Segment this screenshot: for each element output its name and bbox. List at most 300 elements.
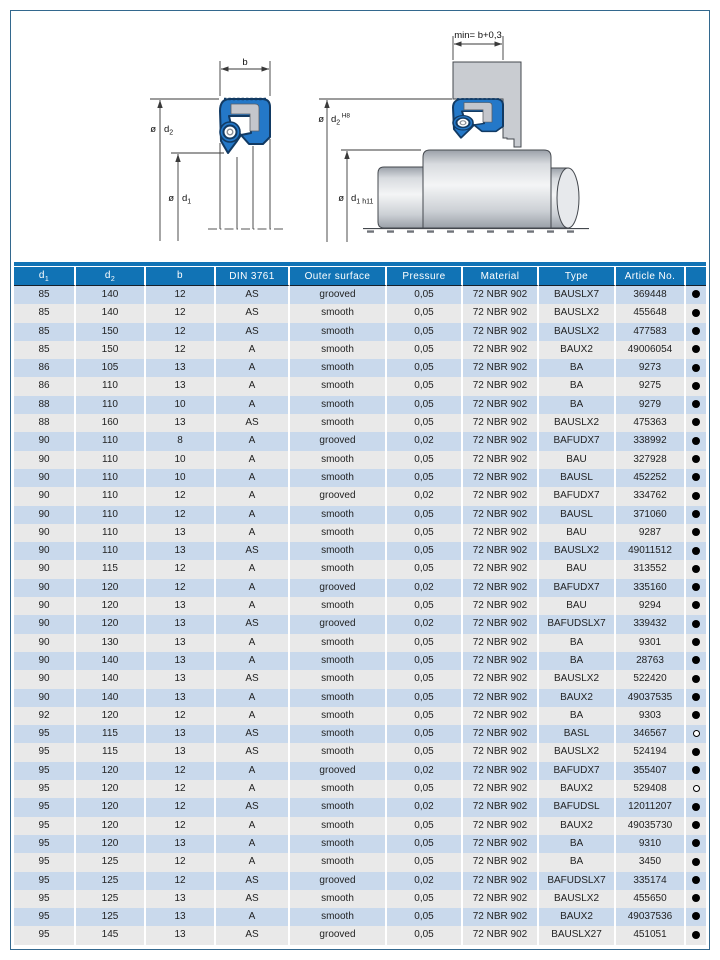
filled-circle-icon	[692, 455, 700, 463]
cell-pressure: 0,05	[387, 689, 463, 707]
availability-cell	[686, 524, 706, 542]
shaft	[378, 150, 579, 228]
cell-article: 339432	[616, 615, 686, 633]
cell-type: BA	[539, 707, 616, 725]
cell-d1: 90	[14, 560, 76, 578]
cell-d1: 95	[14, 890, 76, 908]
availability-cell	[686, 817, 706, 835]
filled-circle-icon	[692, 382, 700, 390]
table-row	[14, 597, 706, 615]
cell-material: 72 NBR 902	[463, 597, 539, 615]
availability-cell	[686, 560, 706, 578]
cell-surface: smooth	[290, 359, 387, 377]
cell-type: BA	[539, 377, 616, 395]
cell-surface: smooth	[290, 304, 387, 322]
availability-cell	[686, 725, 706, 743]
filled-circle-icon	[692, 858, 700, 866]
availability-cell	[686, 579, 706, 597]
cell-article: 327928	[616, 451, 686, 469]
cell-surface: smooth	[290, 798, 387, 816]
cell-article: 12011207	[616, 798, 686, 816]
filled-circle-icon	[692, 290, 700, 298]
cell-din: A	[216, 359, 290, 377]
cell-pressure: 0,05	[387, 926, 463, 944]
table-row	[14, 579, 706, 597]
seal-cross-section	[220, 99, 270, 153]
cell-b: 12	[146, 323, 216, 341]
cell-pressure: 0,05	[387, 817, 463, 835]
cell-din: A	[216, 597, 290, 615]
cell-din: A	[216, 634, 290, 652]
table-row	[14, 396, 706, 414]
cell-din: AS	[216, 323, 290, 341]
cell-material: 72 NBR 902	[463, 414, 539, 432]
cell-d1: 86	[14, 359, 76, 377]
cell-d1: 88	[14, 414, 76, 432]
cell-b: 12	[146, 579, 216, 597]
cell-article: 452252	[616, 469, 686, 487]
cell-b: 13	[146, 542, 216, 560]
cell-type: BAUSLX2	[539, 304, 616, 322]
cell-din: AS	[216, 798, 290, 816]
cell-b: 12	[146, 487, 216, 505]
cell-type: BA	[539, 652, 616, 670]
cell-surface: smooth	[290, 560, 387, 578]
cell-din: A	[216, 432, 290, 450]
cell-surface: grooved	[290, 872, 387, 890]
cell-type: BA	[539, 634, 616, 652]
cell-article: 522420	[616, 670, 686, 688]
availability-cell	[686, 853, 706, 871]
cell-d1: 90	[14, 542, 76, 560]
cell-surface: smooth	[290, 652, 387, 670]
cell-d2: 150	[76, 341, 146, 359]
table-row	[14, 707, 706, 725]
cell-pressure: 0,05	[387, 506, 463, 524]
filled-circle-icon	[692, 711, 700, 719]
cell-pressure: 0,05	[387, 341, 463, 359]
filled-circle-icon	[692, 656, 700, 664]
cell-surface: smooth	[290, 469, 387, 487]
header-material: Material	[463, 267, 539, 286]
cell-material: 72 NBR 902	[463, 341, 539, 359]
cell-b: 13	[146, 890, 216, 908]
cell-type: BAUX2	[539, 341, 616, 359]
cell-din: A	[216, 469, 290, 487]
availability-cell	[686, 707, 706, 725]
availability-cell	[686, 487, 706, 505]
cell-d2: 120	[76, 817, 146, 835]
cell-pressure: 0,05	[387, 542, 463, 560]
cell-d2: 120	[76, 707, 146, 725]
cell-d2: 125	[76, 890, 146, 908]
cell-b: 12	[146, 506, 216, 524]
cell-d1: 95	[14, 835, 76, 853]
cell-b: 12	[146, 780, 216, 798]
cell-type: BAUSLX2	[539, 323, 616, 341]
cell-d2: 150	[76, 323, 146, 341]
cell-pressure: 0,05	[387, 451, 463, 469]
cell-material: 72 NBR 902	[463, 689, 539, 707]
cell-surface: smooth	[290, 707, 387, 725]
cell-b: 8	[146, 432, 216, 450]
cell-type: BAU	[539, 597, 616, 615]
cell-d1: 90	[14, 597, 76, 615]
filled-circle-icon	[692, 418, 700, 426]
cell-surface: smooth	[290, 780, 387, 798]
cell-article: 335160	[616, 579, 686, 597]
cell-article: 28763	[616, 652, 686, 670]
header-pressure: Pressure	[387, 267, 463, 286]
availability-cell	[686, 597, 706, 615]
cell-d2: 120	[76, 798, 146, 816]
cell-type: BAUSL	[539, 469, 616, 487]
cell-material: 72 NBR 902	[463, 487, 539, 505]
cell-article: 334762	[616, 487, 686, 505]
table-row	[14, 359, 706, 377]
cell-b: 12	[146, 560, 216, 578]
header-b: b	[146, 267, 216, 286]
cell-d2: 120	[76, 780, 146, 798]
cell-article: 49035730	[616, 817, 686, 835]
table-row	[14, 304, 706, 322]
availability-cell	[686, 414, 706, 432]
seal-cross-section	[453, 99, 503, 138]
filled-circle-icon	[692, 766, 700, 774]
cell-din: AS	[216, 926, 290, 944]
availability-cell	[686, 451, 706, 469]
cell-din: AS	[216, 872, 290, 890]
cell-surface: smooth	[290, 341, 387, 359]
cell-b: 12	[146, 798, 216, 816]
filled-circle-icon	[692, 912, 700, 920]
cell-d2: 140	[76, 304, 146, 322]
cell-din: A	[216, 396, 290, 414]
cell-material: 72 NBR 902	[463, 872, 539, 890]
cell-surface: smooth	[290, 414, 387, 432]
cell-pressure: 0,02	[387, 762, 463, 780]
cell-d1: 90	[14, 506, 76, 524]
cell-type: BAFUDX7	[539, 579, 616, 597]
cell-material: 72 NBR 902	[463, 835, 539, 853]
cell-din: A	[216, 377, 290, 395]
cell-pressure: 0,05	[387, 780, 463, 798]
cell-surface: smooth	[290, 524, 387, 542]
seal-installation-diagram	[305, 10, 605, 260]
table-row	[14, 743, 706, 761]
cell-d1: 95	[14, 908, 76, 926]
cell-surface: smooth	[290, 451, 387, 469]
filled-circle-icon	[692, 839, 700, 847]
table-row	[14, 872, 706, 890]
header-din: DIN 3761	[216, 267, 290, 286]
table-row	[14, 469, 706, 487]
availability-cell	[686, 890, 706, 908]
cell-article: 49011512	[616, 542, 686, 560]
cell-article: 49006054	[616, 341, 686, 359]
cell-article: 9303	[616, 707, 686, 725]
dim-label-d1: $d_1$ h11	[351, 193, 374, 206]
filled-circle-icon	[692, 400, 700, 408]
cell-din: AS	[216, 890, 290, 908]
cell-d1: 92	[14, 707, 76, 725]
cell-pressure: 0,05	[387, 323, 463, 341]
cell-type: BAU	[539, 560, 616, 578]
dim-label-d1-prefix: ø	[168, 193, 174, 204]
cell-d1: 95	[14, 817, 76, 835]
cell-pressure: 0,05	[387, 597, 463, 615]
cell-pressure: 0,05	[387, 359, 463, 377]
cell-b: 13	[146, 359, 216, 377]
cell-surface: smooth	[290, 743, 387, 761]
cell-d1: 88	[14, 396, 76, 414]
cell-din: A	[216, 524, 290, 542]
table-row	[14, 560, 706, 578]
cell-pressure: 0,05	[387, 670, 463, 688]
table-row	[14, 780, 706, 798]
cell-d1: 90	[14, 579, 76, 597]
cell-pressure: 0,05	[387, 652, 463, 670]
cell-surface: smooth	[290, 542, 387, 560]
dim-label-d2-prefix: ø	[150, 124, 156, 135]
cell-d1: 90	[14, 670, 76, 688]
cell-article: 335174	[616, 872, 686, 890]
availability-cell	[686, 798, 706, 816]
cell-material: 72 NBR 902	[463, 304, 539, 322]
open-circle-icon	[693, 730, 700, 737]
cell-d2: 125	[76, 872, 146, 890]
cell-din: AS	[216, 414, 290, 432]
cell-type: BAFUDSLX7	[539, 872, 616, 890]
cell-article: 9279	[616, 396, 686, 414]
header-d2: $d_2$	[76, 267, 146, 286]
cell-pressure: 0,05	[387, 707, 463, 725]
cell-type: BAUSLX27	[539, 926, 616, 944]
cell-surface: smooth	[290, 725, 387, 743]
cell-surface: smooth	[290, 597, 387, 615]
availability-cell	[686, 908, 706, 926]
cell-d1: 90	[14, 487, 76, 505]
cell-b: 13	[146, 377, 216, 395]
cell-b: 13	[146, 743, 216, 761]
cell-article: 3450	[616, 853, 686, 871]
cell-material: 72 NBR 902	[463, 652, 539, 670]
cell-article: 529408	[616, 780, 686, 798]
cell-pressure: 0,05	[387, 725, 463, 743]
cell-material: 72 NBR 902	[463, 359, 539, 377]
table-row	[14, 762, 706, 780]
availability-cell	[686, 780, 706, 798]
table-row	[14, 432, 706, 450]
cell-din: AS	[216, 542, 290, 560]
cell-d2: 110	[76, 487, 146, 505]
filled-circle-icon	[692, 931, 700, 939]
cell-type: BA	[539, 835, 616, 853]
cell-material: 72 NBR 902	[463, 853, 539, 871]
header-d1: $d_1$	[14, 267, 76, 286]
cell-d2: 115	[76, 725, 146, 743]
cell-d1: 95	[14, 725, 76, 743]
cell-din: AS	[216, 725, 290, 743]
cell-surface: grooved	[290, 286, 387, 304]
cell-type: BA	[539, 853, 616, 871]
table-row	[14, 670, 706, 688]
cell-din: AS	[216, 304, 290, 322]
cell-d2: 115	[76, 743, 146, 761]
cell-surface: smooth	[290, 634, 387, 652]
cell-b: 13	[146, 524, 216, 542]
cell-material: 72 NBR 902	[463, 762, 539, 780]
availability-cell	[686, 377, 706, 395]
cell-pressure: 0,05	[387, 524, 463, 542]
seal-dimension-diagram	[90, 25, 320, 260]
cell-material: 72 NBR 902	[463, 396, 539, 414]
cell-b: 13	[146, 908, 216, 926]
cell-b: 12	[146, 341, 216, 359]
cell-article: 355407	[616, 762, 686, 780]
cell-article: 9310	[616, 835, 686, 853]
cell-material: 72 NBR 902	[463, 560, 539, 578]
cell-pressure: 0,05	[387, 853, 463, 871]
table-row	[14, 835, 706, 853]
table-row	[14, 451, 706, 469]
table-row	[14, 926, 706, 944]
availability-cell	[686, 743, 706, 761]
cell-article: 9273	[616, 359, 686, 377]
table-row	[14, 542, 706, 560]
cell-b: 12	[146, 707, 216, 725]
cell-type: BAUSLX2	[539, 743, 616, 761]
filled-circle-icon	[692, 675, 700, 683]
filled-circle-icon	[692, 620, 700, 628]
cell-pressure: 0,05	[387, 835, 463, 853]
cell-article: 49037536	[616, 908, 686, 926]
cell-b: 10	[146, 469, 216, 487]
seal-selection-table	[14, 262, 706, 945]
cell-b: 13	[146, 615, 216, 633]
cell-pressure: 0,02	[387, 487, 463, 505]
dim-label-min: min= b+0,3	[454, 30, 502, 41]
cell-material: 72 NBR 902	[463, 817, 539, 835]
cell-d2: 110	[76, 469, 146, 487]
cell-pressure: 0,02	[387, 579, 463, 597]
cell-d1: 85	[14, 341, 76, 359]
table-top-rule	[14, 262, 706, 266]
cell-type: BA	[539, 396, 616, 414]
cell-material: 72 NBR 902	[463, 615, 539, 633]
availability-cell	[686, 396, 706, 414]
cell-article: 9301	[616, 634, 686, 652]
cell-material: 72 NBR 902	[463, 469, 539, 487]
cell-type: BAU	[539, 451, 616, 469]
cell-d1: 95	[14, 798, 76, 816]
cell-material: 72 NBR 902	[463, 432, 539, 450]
cell-din: AS	[216, 670, 290, 688]
cell-type: BAFUDX7	[539, 432, 616, 450]
cell-type: BAFUDX7	[539, 487, 616, 505]
filled-circle-icon	[692, 309, 700, 317]
cell-surface: grooved	[290, 432, 387, 450]
cell-material: 72 NBR 902	[463, 579, 539, 597]
availability-cell	[686, 323, 706, 341]
cell-d2: 140	[76, 652, 146, 670]
availability-cell	[686, 432, 706, 450]
cell-d2: 125	[76, 853, 146, 871]
table-row	[14, 853, 706, 871]
cell-article: 9287	[616, 524, 686, 542]
table-row	[14, 377, 706, 395]
cell-d1: 95	[14, 872, 76, 890]
cell-material: 72 NBR 902	[463, 634, 539, 652]
cell-surface: grooved	[290, 762, 387, 780]
cell-din: A	[216, 689, 290, 707]
availability-cell	[686, 762, 706, 780]
cell-type: BAUSLX2	[539, 414, 616, 432]
table-row	[14, 652, 706, 670]
cell-type: BAU	[539, 524, 616, 542]
cell-d1: 90	[14, 652, 76, 670]
cell-d1: 85	[14, 323, 76, 341]
cell-d2: 145	[76, 926, 146, 944]
filled-circle-icon	[692, 364, 700, 372]
cell-material: 72 NBR 902	[463, 670, 539, 688]
cell-material: 72 NBR 902	[463, 542, 539, 560]
cell-d1: 90	[14, 432, 76, 450]
cell-din: A	[216, 780, 290, 798]
cell-d2: 110	[76, 451, 146, 469]
cell-type: BAUX2	[539, 689, 616, 707]
cell-surface: grooved	[290, 579, 387, 597]
availability-cell	[686, 670, 706, 688]
cell-d1: 90	[14, 634, 76, 652]
header-outer-surface: Outer surface	[290, 267, 387, 286]
cell-d2: 120	[76, 615, 146, 633]
open-circle-icon	[693, 785, 700, 792]
cell-din: A	[216, 835, 290, 853]
filled-circle-icon	[692, 547, 700, 555]
cell-d2: 115	[76, 560, 146, 578]
cell-article: 455648	[616, 304, 686, 322]
filled-circle-icon	[692, 601, 700, 609]
cell-d2: 105	[76, 359, 146, 377]
table-row	[14, 798, 706, 816]
availability-cell	[686, 341, 706, 359]
cell-surface: smooth	[290, 689, 387, 707]
cell-type: BA	[539, 359, 616, 377]
cell-material: 72 NBR 902	[463, 908, 539, 926]
cell-article: 371060	[616, 506, 686, 524]
table-row	[14, 286, 706, 304]
availability-cell	[686, 542, 706, 560]
filled-circle-icon	[692, 473, 700, 481]
cell-d2: 120	[76, 579, 146, 597]
cell-b: 13	[146, 634, 216, 652]
cell-din: A	[216, 579, 290, 597]
availability-cell	[686, 286, 706, 304]
cell-b: 13	[146, 689, 216, 707]
filled-circle-icon	[692, 492, 700, 500]
dim-label-b: b	[242, 57, 248, 68]
table-row	[14, 506, 706, 524]
cell-d2: 120	[76, 835, 146, 853]
cell-type: BAUX2	[539, 908, 616, 926]
cell-d2: 130	[76, 634, 146, 652]
cell-d2: 110	[76, 542, 146, 560]
cell-article: 451051	[616, 926, 686, 944]
cell-pressure: 0,05	[387, 560, 463, 578]
filled-circle-icon	[692, 528, 700, 536]
cell-b: 13	[146, 835, 216, 853]
